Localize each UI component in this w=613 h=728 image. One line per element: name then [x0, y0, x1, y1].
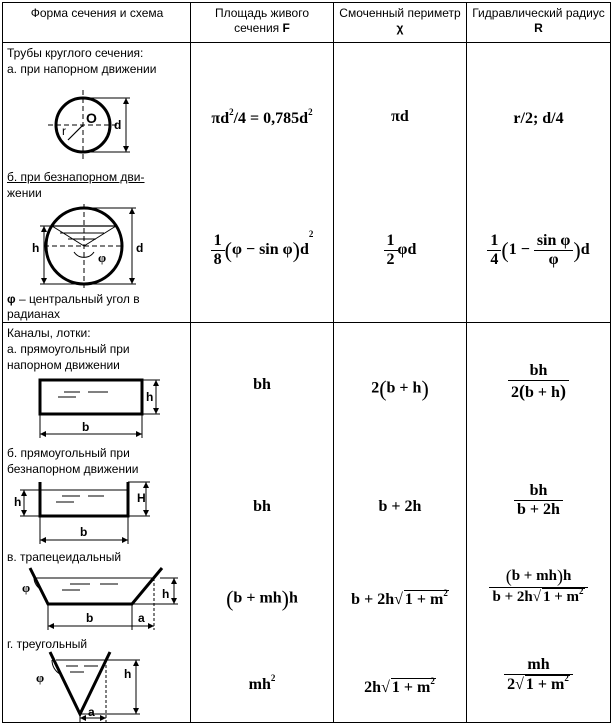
formula-r6-area: $mh^2$	[248, 673, 276, 693]
pipe-partial-diagram	[0, 200, 190, 300]
formula-r6-perimeter: 2h√ $1 + m^2$	[364, 676, 435, 696]
pipe-pressure-label: а. при напорном движении	[7, 62, 157, 76]
table-border-top	[2, 2, 611, 3]
label-h: h	[162, 587, 170, 601]
col-divider-1	[190, 2, 191, 723]
formula-r3-radius: $\frac{bh}{2(b + h)}$	[468, 362, 609, 402]
rect-free-diagram	[0, 478, 190, 548]
label-a: a	[88, 705, 95, 719]
rect-pressure-diagram	[0, 374, 190, 444]
col-divider-3	[466, 2, 467, 723]
formula-r6-radius: $\frac{mh}{2√ 1 + m^2}$	[468, 656, 609, 694]
label-b: b	[82, 420, 90, 434]
formula-r2-radius: $\frac{1}{4}$ (1 − $\frac{\text{sin φ}}{\varphi}$ )d	[468, 232, 609, 269]
section-pipes-title: Трубы круглого сечения:	[7, 46, 144, 60]
formula-r5-area: (b + mh)h	[226, 586, 298, 611]
header-shape: Форма сечения и схема	[30, 6, 164, 20]
triangle-label: г. треугольный	[7, 637, 88, 651]
label-h: h	[32, 241, 40, 255]
formula-r1-radius: r/2; d/4	[513, 110, 564, 127]
header-divider	[2, 42, 611, 43]
phi-note-2: радианах	[7, 307, 61, 321]
label-a: a	[138, 611, 145, 625]
formula-r4-perimeter: b + 2h	[378, 498, 422, 515]
section-divider	[2, 322, 611, 323]
label-phi: φ	[36, 670, 45, 685]
formula-r5-perimeter: b + 2h√ $1 + m^2$	[351, 588, 448, 608]
pipe-full-diagram	[0, 80, 190, 170]
label-h: h	[146, 390, 154, 404]
pipe-free-label-2: жении	[7, 186, 42, 200]
formula-r4-radius: $\frac{bh}{b + 2h}$	[468, 482, 609, 519]
label-r: r	[62, 124, 66, 138]
label-d: d	[114, 118, 122, 132]
triangle-diagram	[0, 648, 190, 728]
header-area: Площадь живого сечения F	[214, 6, 309, 35]
label-d2: d	[136, 241, 144, 255]
label-phi: φ	[22, 580, 31, 595]
formula-r1-area: $\pi d^2/4 = 0,785d^2$	[211, 107, 313, 127]
table-border-right	[610, 2, 611, 723]
label-h: h	[14, 495, 22, 509]
col-divider-2	[333, 2, 334, 723]
formula-r3-perimeter: 2(b + h)	[371, 376, 429, 401]
header-radius: Гидравлический радиус R	[472, 6, 605, 35]
rect-pressure-label-2: напорном движении	[7, 358, 120, 372]
label-h: h	[124, 667, 132, 681]
label-b: b	[86, 611, 94, 625]
label-o: O	[86, 110, 97, 126]
label-phi: φ	[98, 250, 107, 265]
formula-r4-area: bh	[253, 498, 271, 515]
rect-pressure-label-1: а. прямоугольный при	[7, 342, 130, 356]
trapezoid-diagram	[0, 564, 190, 634]
section-channels-title: Каналы, лотки:	[7, 326, 91, 340]
pipe-free-label-1: б. при безнапорном дви-	[7, 170, 145, 184]
formula-r5-radius: $\frac{(b + mh)h}{b + 2h√ 1 + m^2}$	[468, 566, 609, 606]
rect-free-label-1: б. прямоугольный при	[7, 446, 130, 460]
rect-free-label-2: безнапорном движении	[7, 462, 139, 476]
formula-r2-perimeter: $\frac{1}{2}$ φd	[335, 232, 465, 269]
formula-r2-area: $\frac{1}{8}$ $(\varphi - \sin \varphi)d^2$	[192, 232, 332, 269]
label-H: H	[137, 491, 146, 505]
formula-r1-perimeter: πd	[391, 108, 409, 125]
trapezoid-label: в. трапецеидальный	[7, 550, 122, 564]
header-perimeter: Смоченный периметр χ	[339, 6, 461, 35]
label-b: b	[80, 525, 88, 539]
formula-r3-area: bh	[253, 376, 271, 393]
phi-note: φ – центральный угол в	[7, 292, 140, 306]
